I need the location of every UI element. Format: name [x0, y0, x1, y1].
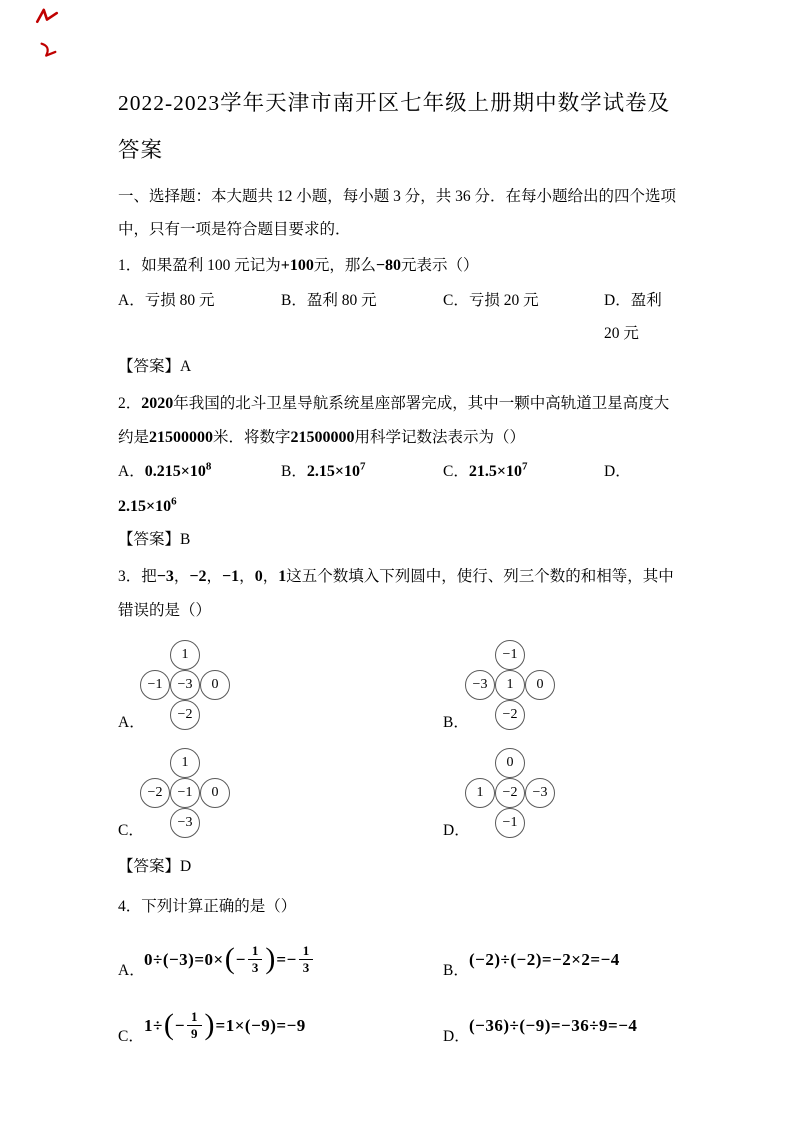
question-1-options — [118, 284, 676, 351]
q1-option-a-label: A． — [118, 291, 145, 309]
q1-option-a — [118, 284, 281, 351]
red-pen-mark-1 — [34, 5, 60, 32]
circle-center: −3 — [170, 670, 200, 700]
q4-option-b-formula: (−2)÷(−2)=−2×2=−4 — [469, 949, 620, 969]
q1-option-d-text: 盈利 20 元 — [604, 291, 662, 342]
q2-stem-text-4: 用科学记数法表示为（） — [354, 428, 526, 446]
q3-option-d-label: D． — [443, 822, 470, 840]
q3-math-0: 0 — [254, 567, 263, 585]
q3-math-n3: −3 — [156, 567, 174, 585]
q3-math-1: 1 — [278, 567, 287, 585]
q4-option-d — [443, 997, 676, 1055]
q2-stem-text-2: 年我国的北斗卫星导航系统星座部署完成，其中一颗中高轨道卫星高度大约是 — [118, 394, 670, 446]
circle-top: −1 — [495, 640, 525, 670]
q2-answer-label: 【答案】 — [118, 531, 181, 549]
q3-option-b-label: B． — [443, 714, 469, 732]
document-title: 2022-2023学年天津市南开区七年级上册期中数学试卷及答案 — [118, 91, 671, 163]
q2-option-a-label: A． — [118, 463, 145, 481]
q4-option-d-formula: (−36)÷(−9)=−36÷9=−4 — [469, 1015, 638, 1035]
q2-option-d-label: D． — [604, 463, 631, 481]
q3-sep-2: ， — [206, 567, 223, 585]
q1-math-minus80: −80 — [375, 257, 402, 275]
q3-option-c — [118, 748, 443, 840]
question-3-diagram-row-2 — [118, 748, 676, 840]
q2-option-b-coef: 2.15 — [306, 463, 335, 481]
circle-top: 0 — [495, 748, 525, 778]
q3-stem-text-1: 3．把 — [118, 567, 157, 585]
q2-option-c-value — [469, 463, 528, 480]
q4-option-b-label: B． — [443, 961, 469, 979]
red-pen-mark-2 — [37, 38, 59, 64]
q2-math-2020: 2020 — [141, 394, 174, 412]
q1-stem-text-3: 元表示（） — [401, 257, 479, 275]
q3-sep-4: ， — [262, 567, 279, 585]
circle-left: −2 — [140, 778, 170, 808]
q1-answer-value: A — [180, 358, 192, 376]
q2-option-b-base: ×10 — [334, 463, 360, 481]
q4-option-b — [443, 931, 676, 989]
question-3-stem — [118, 560, 676, 628]
q2-option-a — [118, 455, 281, 489]
q1-option-d-label: D． — [604, 291, 631, 309]
q4-option-a — [118, 931, 443, 989]
q1-option-c — [443, 284, 604, 351]
circle-left: −1 — [140, 670, 170, 700]
q2-option-d-exp: 6 — [171, 495, 177, 508]
q3-sep-1: ， — [173, 567, 190, 585]
q4-option-d-label: D． — [443, 1027, 470, 1045]
q1-option-b-text: 盈利 80 元 — [306, 291, 377, 309]
q3-stem-text-2: 这五个数填入下列圆中，使行、列三个数的和相等，其中错误的是（） — [118, 567, 674, 620]
q1-stem-text-2: 元，那么 — [313, 257, 376, 275]
q2-option-c-label: C． — [443, 463, 469, 481]
q1-option-c-label: C． — [443, 291, 469, 309]
q1-math-plus100: +100 — [280, 257, 314, 275]
q2-answer-value: B — [180, 531, 191, 549]
question-3-answer — [118, 850, 676, 883]
circle-right: 0 — [200, 670, 230, 700]
q1-option-b — [281, 284, 443, 351]
q1-stem-text-1: 1．如果盈利 100 元记为 — [118, 257, 281, 275]
circle-top: 1 — [170, 640, 200, 670]
q2-option-b-label: B． — [281, 463, 307, 481]
q2-option-c-base: ×10 — [496, 463, 522, 481]
circle-center: 1 — [495, 670, 525, 700]
q2-option-c-coef: 21.5 — [468, 463, 497, 481]
circle-bottom: −2 — [170, 700, 200, 730]
q2-option-d-coef: 2.15 — [118, 497, 146, 515]
question-1-stem — [118, 249, 676, 283]
question-1-answer — [118, 350, 676, 383]
circle-bottom: −3 — [170, 808, 200, 838]
q2-option-c — [443, 455, 604, 489]
q4-option-c-formula: 1÷ ( − $\frac{1}{9}$ ) =1×(−9)=−9 — [144, 1008, 306, 1042]
q2-option-a-value — [145, 463, 212, 480]
q1-option-c-text: 亏损 20 元 — [468, 291, 539, 309]
q3-option-d-diagram — [465, 748, 676, 838]
question-2-options — [118, 455, 676, 489]
q2-option-b — [281, 455, 443, 489]
q3-option-a — [118, 640, 443, 732]
q3-math-n1: −1 — [222, 567, 240, 585]
q3-option-c-label: C． — [118, 822, 144, 840]
q3-math-n2: −2 — [189, 567, 207, 585]
circle-right: 0 — [525, 670, 555, 700]
question-2-answer — [118, 523, 676, 556]
q3-option-a-diagram — [140, 640, 443, 730]
q4-option-c-label: C． — [118, 1027, 144, 1045]
q3-option-a-label: A． — [118, 714, 145, 732]
circle-center: −2 — [495, 778, 525, 808]
circle-bottom: −1 — [495, 808, 525, 838]
q2-stem-text-3: 米．将数字 — [213, 428, 291, 446]
circle-center: −1 — [170, 778, 200, 808]
q2-option-a-exp: 8 — [205, 461, 212, 473]
q3-sep-3: ， — [239, 567, 255, 585]
q2-stem-text-1: 2． — [118, 394, 142, 412]
q2-option-b-exp: 7 — [359, 461, 366, 473]
circle-right: 0 — [200, 778, 230, 808]
section-heading: 一、选择题：本大题共 12 小题，每小题 3 分，共 36 分．在每小题给出的四个选项中，只有一项是符合题目要求的． — [118, 187, 677, 238]
q2-option-d-base: ×10 — [146, 497, 172, 515]
question-4-row-2 — [118, 997, 676, 1055]
q1-option-a-text: 亏损 80 元 — [144, 291, 215, 309]
q2-option-a-coef: 0.215 — [144, 463, 181, 481]
q3-option-d — [443, 748, 676, 840]
q2-option-a-base: ×10 — [180, 463, 206, 481]
q1-answer-label: 【答案】 — [118, 358, 181, 376]
circle-bottom: −2 — [495, 700, 525, 730]
circle-left: −3 — [465, 670, 495, 700]
q2-option-d-value — [118, 490, 676, 524]
circle-top: 1 — [170, 748, 200, 778]
q3-answer-label: 【答案】 — [118, 858, 181, 876]
q2-math-21500000-b: 21500000 — [290, 428, 355, 446]
q4-option-a-label: A． — [118, 961, 145, 979]
q3-option-b-diagram — [465, 640, 676, 730]
question-2-stem — [118, 387, 676, 456]
q2-option-b-value — [307, 463, 366, 480]
q3-option-b — [443, 640, 676, 732]
q4-option-a-formula: 0÷(−3)=0× ( − $\frac{1}{3}$ ) =− $\frac{1}{3}$ — [144, 943, 315, 978]
q2-option-d — [604, 455, 676, 489]
q3-option-c-diagram — [140, 748, 443, 838]
q1-option-b-label: B． — [281, 291, 307, 309]
q4-option-c — [118, 997, 443, 1055]
circle-left: 1 — [465, 778, 495, 808]
q2-option-c-exp: 7 — [521, 461, 528, 473]
question-3-diagram-row-1 — [118, 640, 676, 732]
q2-math-21500000-a: 21500000 — [149, 428, 214, 446]
q3-answer-value: D — [180, 858, 192, 876]
question-4-stem: 4．下列计算正确的是（） — [118, 897, 297, 915]
question-4-row-1 — [118, 931, 676, 989]
q1-option-d — [604, 284, 676, 351]
circle-right: −3 — [525, 778, 555, 808]
